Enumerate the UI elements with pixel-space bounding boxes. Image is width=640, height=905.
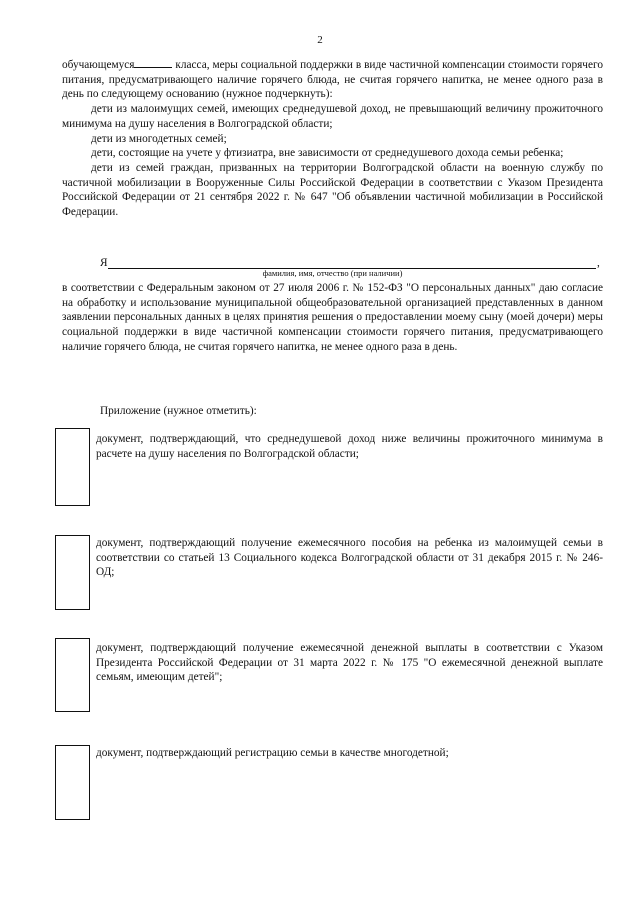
attachment-text-2: документ, подтверждающий получение ежемесячного пособия на ребенка из малоимущей семьи в соответствии со статьей 13 Социального кодекса Волгоградской области от 31 декабря 2015 г. № 246-ОД; bbox=[96, 537, 603, 579]
ground-low-income[interactable]: дети из малоимущих семей, имеющих среднедушевой доход, не превышающий величину прожиточного минимума на душу населения в Волгоградской области; bbox=[62, 103, 603, 130]
student-label: обучающемуся bbox=[62, 59, 135, 71]
appendix-title: Приложение (нужное отметить): bbox=[100, 405, 257, 417]
ground-tb-registered[interactable]: дети, состоящие на учете у фтизиатра, вне зависимости от среднедушевого дохода семьи ребенка; bbox=[91, 147, 564, 160]
full-name-comma: , bbox=[597, 257, 600, 269]
ground-large-family[interactable]: дети из многодетных семей; bbox=[91, 132, 227, 145]
ya-label: Я bbox=[100, 257, 108, 269]
attachment-text-4: документ, подтверждающий регистрацию семьи в качестве многодетной; bbox=[96, 747, 449, 759]
page-number: 2 bbox=[317, 34, 323, 46]
intro-paragraph bbox=[62, 57, 603, 102]
attachment-checkbox-3[interactable] bbox=[55, 638, 90, 712]
consent-paragraph: в соответствии с Федеральным законом от 27 июля 2006 г. № 152-ФЗ "О персональных данных" даю согласие на обработку и использование муниципальной общеобразовательной организацией представленных в данном заявлении персональных данных в целях принятия решения о предоставлении моему сыну (моей дочери) меры социальной поддержки в виде частичной компенсации стоимости горячего питания, предусматривающего наличие горячего блюда, не считая горячего напитка, не менее одного раза в день. bbox=[62, 282, 603, 353]
attachment-checkbox-2[interactable] bbox=[55, 535, 90, 610]
ground-mobilized-family[interactable]: дети из семей граждан, призванных на территории Волгоградской области на военную службу по частичной мобилизации в Вооруженные Силы Российской Федерации в соответствии с Указом Президента Российской Федерации от 21 сентября 2022 г. № 647 "Об объявлении частичной мобилизации в Российской Федерации. bbox=[62, 161, 603, 219]
attachment-checkbox-4[interactable] bbox=[55, 745, 90, 820]
attachment-checkbox-1[interactable] bbox=[55, 428, 90, 506]
grade-blank-field[interactable] bbox=[134, 57, 172, 68]
full-name-caption: фамилия, имя, отчество (при наличии) bbox=[262, 268, 403, 278]
attachment-text-3: документ, подтверждающий получение ежемесячной денежной выплаты в соответствии с Указом Президента Российской Федерации от 31 марта 2022 г. № 175 "О ежемесячной денежной выплате семьям, имеющим детей"; bbox=[96, 642, 603, 684]
intro-text: класса, меры социальной поддержки в виде частичной компенсации стоимости горячего питания, предусматривающего наличие горячего блюда, не считая горячего напитка, не менее одного раза в день по следующему основанию (нужное подчеркнуть): bbox=[62, 59, 603, 101]
attachment-text-1: документ, подтверждающий, что среднедушевой доход ниже величины прожиточного минимума в расчете на душу населения по Волгоградской области; bbox=[96, 433, 603, 460]
grounds-section bbox=[62, 57, 603, 220]
